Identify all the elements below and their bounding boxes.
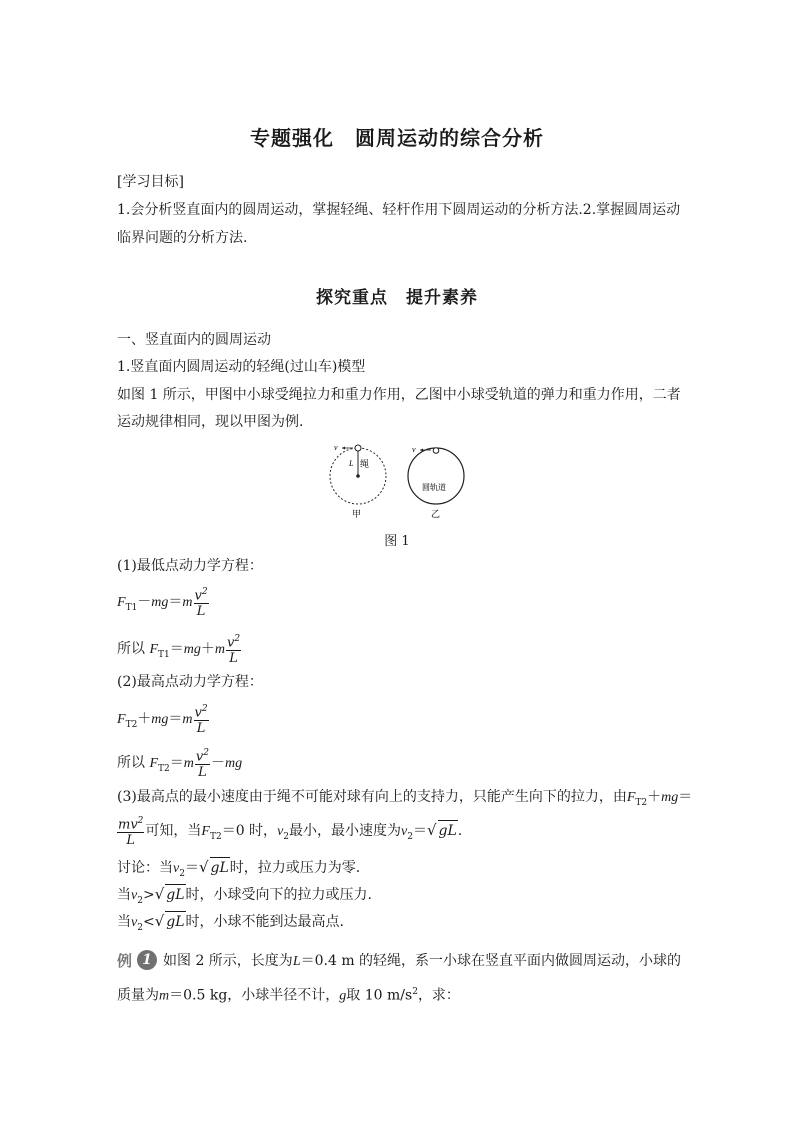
heading-rope-model: 1.竖直面内圆周运动的轻绳(过山车)模型 — [117, 359, 366, 375]
page-title: 专题强化 圆周运动的综合分析 — [250, 126, 544, 150]
item-1-label: (1)最低点动力学方程： — [117, 558, 263, 574]
equation-highest-point: $F_{T2}+mg=m$ $\frac{v^2}{L}$ — [117, 704, 208, 737]
figure-1-caption: 图 1 — [384, 534, 410, 549]
item-2-label: (2)最高点动力学方程： — [117, 674, 263, 690]
example-1-line-2: 质量为m＝0.5 kg，小球半径不计，g取 10 $m/s^2$，求： — [117, 987, 460, 1004]
objectives-line-1: 1.会分析竖直面内的圆周运动，掌握轻绳、轻杆作用下圆周运动的分析方法.2.掌握圆周运动 — [117, 202, 681, 218]
objectives-label: [学习目标] — [117, 174, 184, 190]
item-3-line-2: $\frac{mv^2}{L}$ 可知，当$F_{T2}=0$ 时，$v_2$最小，最小速度为$v_2=√$ gL. — [118, 816, 463, 849]
equation-lowest-point: $F_{T1}-mg=m$ $\frac{v^2}{L}$ — [117, 587, 208, 620]
left-velocity-label: v — [334, 443, 338, 452]
example-1-line-1: 例 1 如图 2 所示，长度为L＝0.4 m 的轻绳，系一小球在竖直平面内做圆周运动，小球的 — [117, 952, 682, 970]
objectives-line-2: 临界问题的分析方法. — [117, 230, 248, 246]
intro-line-1: 如图 1 所示，甲图中小球受绳拉力和重力作用，乙图中小球受轨道的弹力和重力作用，二者 — [117, 387, 681, 403]
discussion-line-2: 当$v_2>√$ gL时，小球受向下的拉力或压力. — [117, 885, 372, 906]
intro-line-2: 运动规律相同，现以甲图为例. — [117, 414, 304, 430]
right-velocity-label: v — [412, 445, 416, 454]
track-label: 圆轨道 — [422, 483, 446, 492]
equation-lowest-result: 所以 $F_{T1}=mg+m$ $\frac{v^2}{L}$ — [117, 634, 241, 667]
rope-label: 绳 — [360, 460, 370, 470]
rope-model-diagram — [330, 443, 386, 520]
equation-highest-result: 所以 $F_{T2}=m$ $\frac{v^2}{L}$ －mg — [117, 748, 243, 781]
figure-left-label: 甲 — [352, 510, 362, 520]
example-badge: 例 1 — [117, 950, 163, 972]
section-title: 探究重点 提升素养 — [316, 288, 478, 308]
heading-vertical-circular-motion: 一、竖直面内的圆周运动 — [117, 332, 271, 348]
item-3-line-1: (3)最高点的最小速度由于绳不可能对球有向上的支持力，只能产生向下的拉力，由$F_{T2}+mg=$ — [117, 789, 693, 808]
length-label: L — [349, 459, 354, 468]
figure-right-label: 乙 — [431, 510, 441, 520]
figure-1-diagram — [320, 440, 480, 522]
discussion-line-1: 讨论：当$v_2=√$ gL时，拉力或压力为零. — [117, 858, 361, 879]
track-model-diagram — [408, 445, 464, 520]
discussion-line-3: 当$v_2<√$ gL时，小球不能到达最高点. — [117, 912, 344, 933]
